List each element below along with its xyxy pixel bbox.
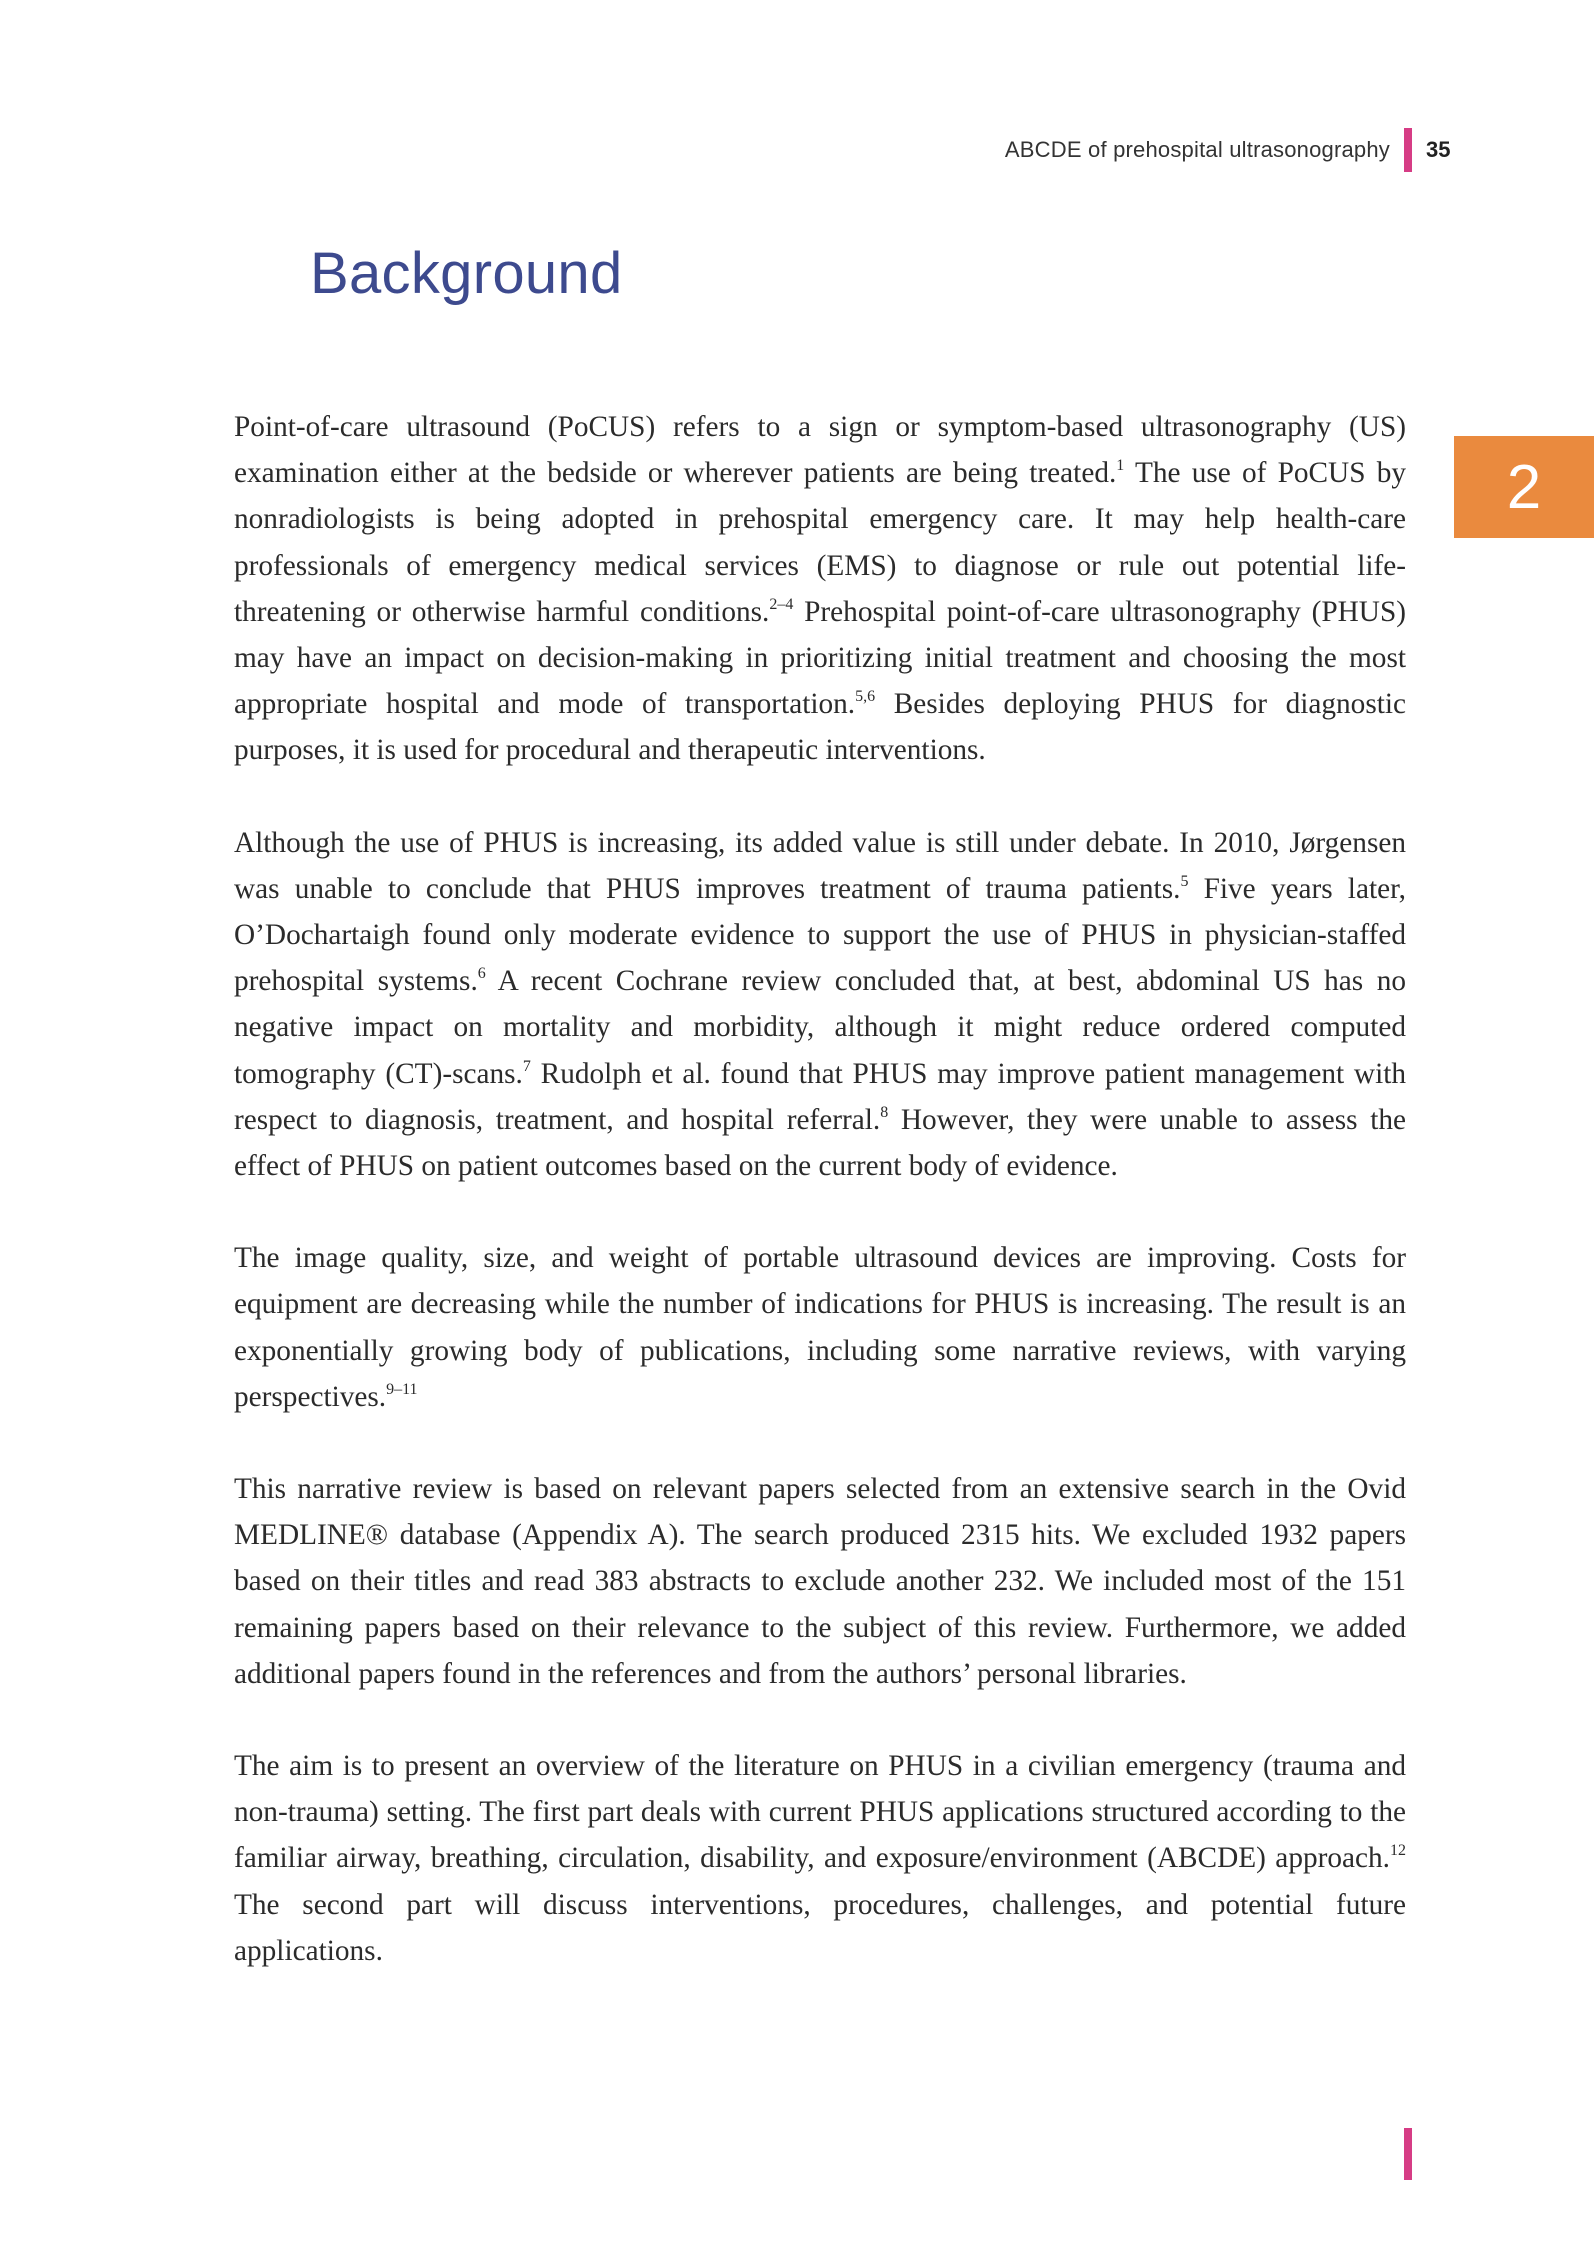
- citation-superscript: 6: [477, 965, 486, 983]
- citation-superscript: 1: [1116, 457, 1125, 475]
- header-accent-bar: [1404, 128, 1412, 172]
- page-number: 35: [1426, 137, 1451, 162]
- body-paragraph: [234, 1466, 1406, 1697]
- text-segment: Although the use of PHUS is increasing, its added value is still under debate. In 2010, Jørgensen was unable to conclude that PHUS improves treatment of trauma patients.: [234, 826, 1406, 905]
- text-segment: This narrative review is based on relevant papers selected from an extensive search in the Ovid MEDLINE® database (Appendix A). The search produced 2315 hits. We excluded 1932 papers based on their titles and read 383 abstracts to exclude another 232. We included most of the 151 remaining papers based on their relevance to the subject of this review. Furthermore, we added additional papers found in the references and from the authors’ personal libraries.: [234, 1473, 1406, 1690]
- body-paragraph: [234, 1235, 1406, 1420]
- text-segment: The aim is to present an overview of the literature on PHUS in a civilian emergency (trauma and non-trauma) setting. The first part deals with current PHUS applications structured according to the familiar airway, breathing, circulation, disability, and exposure/environment (ABCDE) approach.: [234, 1750, 1406, 1875]
- section-title: Background: [310, 241, 623, 306]
- citation-superscript: 12: [1390, 1842, 1406, 1860]
- running-title: ABCDE of prehospital ultrasonography: [1004, 137, 1390, 162]
- footer-accent-bar: [1404, 2128, 1412, 2180]
- text-segment: Point-of-care ultrasound (PoCUS) refers to a sign or symptom-based ultrasonography (US) examination either at the bedside or wherever patients are being treated.: [234, 411, 1406, 490]
- citation-superscript: 2–4: [769, 595, 794, 613]
- text-segment: Rudolph et al. found that PHUS may improve patient management with respect to diagnosis, treatment, and hospital referral.: [234, 1057, 1406, 1136]
- running-header: [1005, 128, 1454, 172]
- citation-superscript: 9–11: [386, 1380, 418, 1398]
- body-paragraph: [234, 820, 1406, 1190]
- text-segment: The image quality, size, and weight of portable ultrasound devices are improving. Costs for equipment are decreasing while the number of indications for PHUS is increasing. The result is an exponentially growing body of publications, including some narrative reviews, with varying perspectives.: [234, 1242, 1406, 1413]
- text-segment: The second part will discuss interventions, procedures, challenges, and potential future applications.: [234, 1888, 1406, 1967]
- text-segment: Prehospital point-of-care ultrasonography (PHUS) may have an impact on decision-making in prioritizing initial treatment and choosing the most appropriate hospital and mode of transportation.: [234, 595, 1406, 721]
- text-segment: However, they were unable to assess the effect of PHUS on patient outcomes based on the current body of evidence.: [234, 1103, 1406, 1183]
- text-segment: A recent Cochrane review concluded that, at best, abdominal US has no negative impact on mortality and morbidity, although it might reduce ordered computed tomography (CT)-scans.: [234, 965, 1407, 1090]
- body-paragraph: [234, 1743, 1406, 1974]
- body-paragraph: [234, 404, 1406, 774]
- citation-superscript: 5,6: [855, 688, 876, 706]
- citation-superscript: 8: [880, 1103, 889, 1121]
- text-segment: Five years later, O’Dochartaigh found only moderate evidence to support the use of PHUS in physician-staffed prehospital systems.: [234, 872, 1406, 998]
- text-segment: The use of PoCUS by nonradiologists is being adopted in prehospital emergency care. It may help health-care professionals of emergency medical services (EMS) to diagnose or rule out potential life-threatening or otherwise harmful conditions.: [234, 457, 1406, 628]
- citation-superscript: 5: [1180, 872, 1189, 890]
- citation-superscript: 7: [522, 1057, 531, 1075]
- chapter-tab: 2: [1454, 436, 1594, 538]
- body-text: [234, 404, 1406, 2020]
- text-segment: Besides deploying PHUS for diagnostic purposes, it is used for procedural and therapeutic interventions.: [234, 688, 1407, 767]
